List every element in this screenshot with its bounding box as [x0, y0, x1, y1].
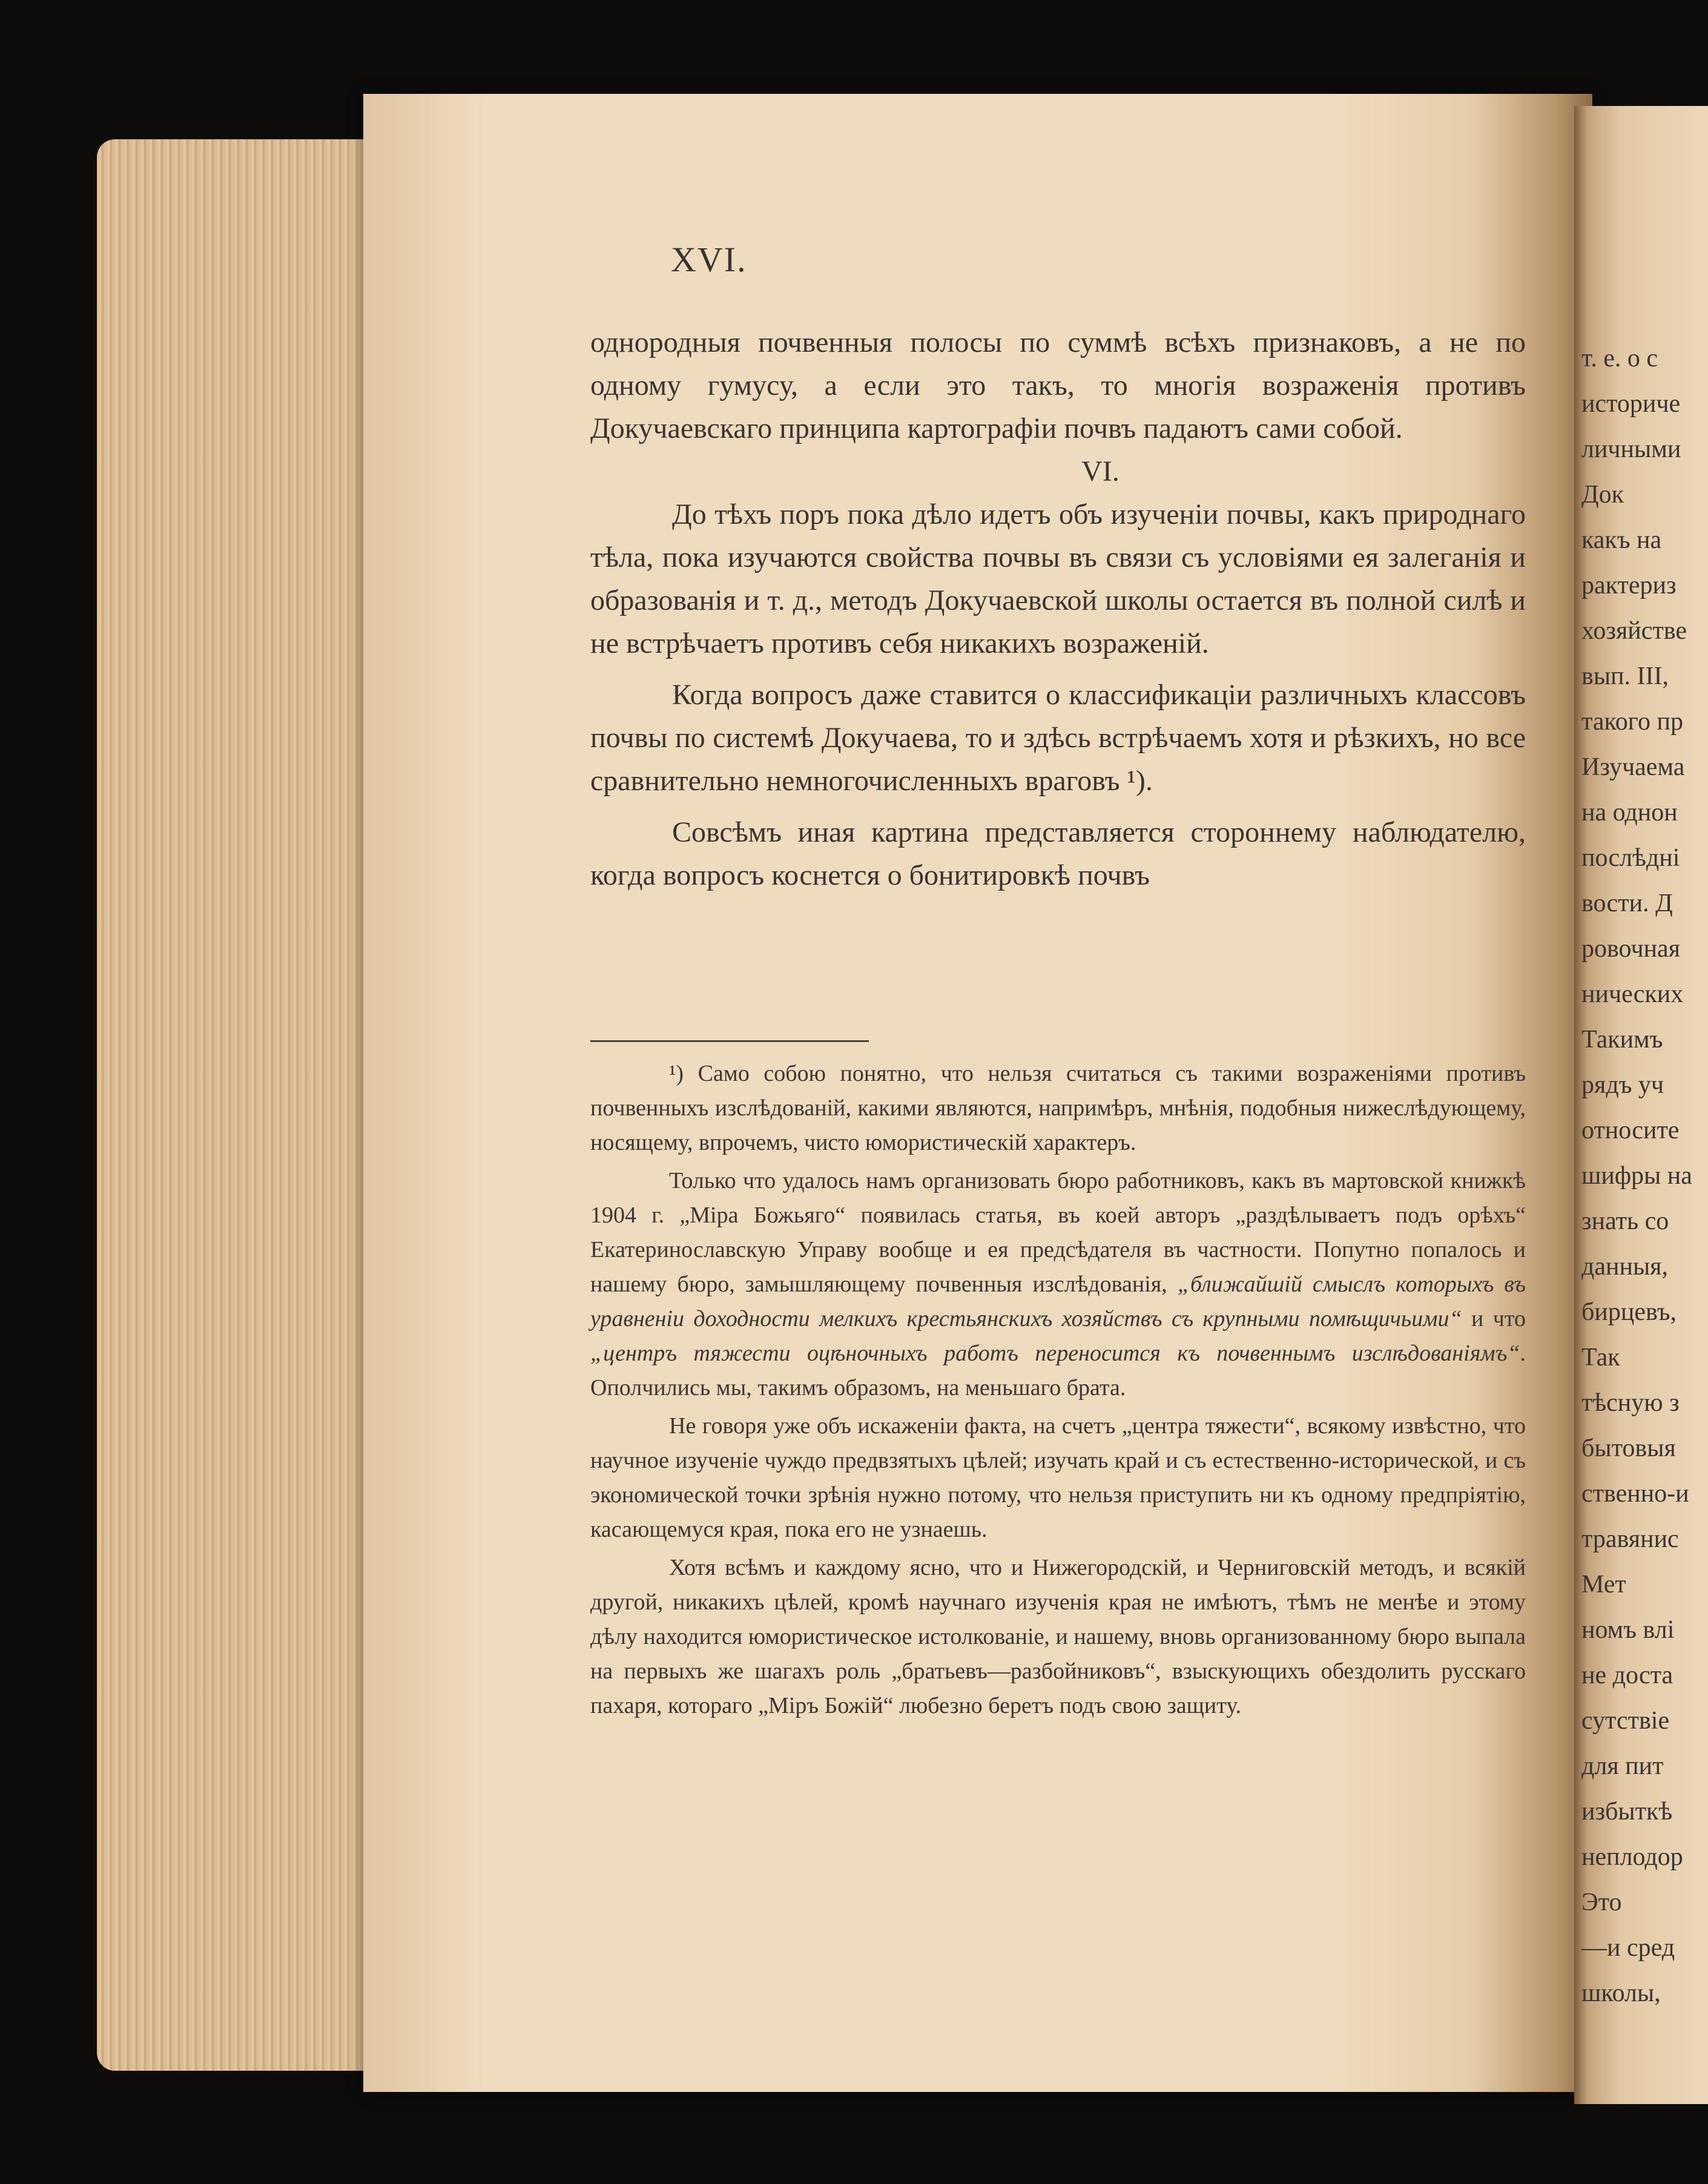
footnote-paragraph: Не говоря уже объ искаженіи факта, на счетъ „центра тяжести“, всякому извѣстно, что научное изученіе чуждо предвзятыхъ цѣлей; изучать край и съ естественно-исторической, и съ экономической точки зрѣнія нужно потому, что нельзя приступить ни къ одному предпріятію, касающемуся края, пока его не узнаешь.: [590, 1413, 1526, 1542]
right-page-line: шифры на: [1581, 1162, 1692, 1190]
right-page-line: т. е. о с: [1581, 345, 1658, 372]
right-page-line: послѣдні: [1581, 844, 1680, 872]
right-page-line: номъ влі: [1581, 1616, 1675, 1644]
right-page-line: тѣсную з: [1581, 1389, 1680, 1417]
main-text: [590, 321, 1526, 897]
right-page-line: данныя,: [1581, 1253, 1669, 1281]
page-header-number: XVI.: [671, 240, 747, 279]
right-page-line: хозяйстве: [1581, 617, 1687, 645]
right-page-line: на однон: [1581, 799, 1678, 826]
right-page-line: рактериз: [1581, 572, 1677, 599]
footnotes: [590, 1057, 1526, 1723]
right-page-line: Док: [1581, 481, 1624, 509]
footnote-text: Только что удалось намъ организовать бюро работниковъ, какъ въ мартовской книжкѣ 1904 г. „Міра Божьяго“ появилась статья, въ коей авторъ „раздѣлываетъ подъ орѣхъ“ Екатеринославскую Управу вообще и ея предсѣдателя въ частности. Попутно попалось и нашему бюро, замышляющему почвенныя изслѣдованія,: [590, 1168, 1526, 1297]
right-page-line: травянис: [1581, 1525, 1679, 1553]
right-page-line: не доста: [1581, 1661, 1673, 1689]
right-page-line: знать со: [1581, 1207, 1669, 1235]
footnote-text: и что: [1462, 1306, 1526, 1331]
footnote-text: . Ополчились мы, такимъ образомъ, на меньшаго брата.: [590, 1341, 1526, 1400]
right-page-line: бытовыя: [1581, 1434, 1676, 1462]
right-page-line: вости. Д: [1581, 889, 1673, 917]
right-page-line: Такимъ: [1581, 1026, 1663, 1054]
book-page-edges: [97, 139, 381, 2071]
paragraph-continuation: однородныя почвенныя полосы по суммѣ всѣхъ признаковъ, а не по одному гумусу, а если это такъ, то многія возраженія противъ Докучаевскаго принципа картографіи почвъ падаютъ сами собой.: [590, 326, 1526, 444]
right-page-line: бирцевъ,: [1581, 1298, 1677, 1326]
right-page-line: историче: [1581, 390, 1681, 418]
right-page-line: ственно-и: [1581, 1480, 1689, 1508]
footnote-paragraph: [590, 1164, 1526, 1405]
right-page-line: Это: [1581, 1889, 1622, 1916]
right-page-line: Так: [1581, 1344, 1620, 1371]
section-number: VI.: [1081, 455, 1119, 487]
right-page-line: школы,: [1581, 1979, 1661, 2007]
paragraph: До тѣхъ поръ пока дѣло идетъ объ изученіи почвы, какъ природнаго тѣла, пока изучаются свойства почвы въ связи съ условіями ея залеганія и образованія и т. д., методъ Докучаевской школы остается въ полной силѣ и не встрѣчаетъ противъ себя никакихъ возраженій.: [590, 498, 1526, 659]
footnote-divider: [590, 1040, 869, 1042]
right-page-line: вып. III,: [1581, 662, 1669, 690]
right-page-line: сутствіе: [1581, 1707, 1670, 1735]
right-page-line: —и сред: [1581, 1934, 1675, 1962]
right-page-line: Мет: [1581, 1571, 1626, 1598]
paragraph: Когда вопросъ даже ставится о классификаціи различныхъ классовъ почвы по системѣ Докучаева, то и здѣсь встрѣчаемъ хотя и рѣзкихъ, но все сравнительно немногочисленныхъ враговъ ¹).: [590, 679, 1526, 797]
right-page-line: рядъ уч: [1581, 1071, 1664, 1099]
footnote-quote: „центръ тяжести оцѣночныхъ работъ переносится къ почвеннымъ изслѣдованіямъ“: [590, 1341, 1520, 1366]
right-page-line: Изучаема: [1581, 753, 1685, 781]
footnote: ¹) Само собою понятно, что нельзя считаться съ такими возраженіями противъ почвенныхъ изслѣдованій, какими являются, напримѣръ, мнѣнія, подобныя нижеслѣдующему, носящему, впрочемъ, чисто юмористическій характеръ.: [590, 1061, 1526, 1155]
paragraph: Совсѣмъ иная картина представляется стороннему наблюдателю, когда вопросъ коснется о бонитировкѣ почвъ: [590, 816, 1526, 891]
right-page-line: избыткѣ: [1581, 1798, 1673, 1826]
footnote-quote: „ближайшій смыслъ которыхъ въ уравненіи доходности мелкихъ крестьянскихъ хозяйствъ съ крупными помѣщичьими“: [590, 1272, 1526, 1331]
right-page-line: для пит: [1581, 1752, 1664, 1780]
right-page-line: такого пр: [1581, 708, 1683, 736]
right-page-text-fragments: [1581, 336, 1708, 2016]
right-page-line: личными: [1581, 435, 1681, 463]
right-page-line: относите: [1581, 1117, 1680, 1144]
right-page-line: неплодор: [1581, 1843, 1683, 1871]
right-page-line: какъ на: [1581, 526, 1662, 554]
right-page-line: нических: [1581, 980, 1684, 1008]
footnote-paragraph: Хотя всѣмъ и каждому ясно, что и Нижегородскій, и Черниговскій методъ, и всякій другой, никакихъ цѣлей, кромѣ научнаго изученія края не имѣютъ, тѣмъ не менѣе и этому дѣлу находится юмористическое истолкованіе, и нашему, вновь организованному бюро выпала на первыхъ же шагахъ роль „братьевъ—разбойниковъ“, взыскующихъ обездолить русскаго пахаря, котораго „Міръ Божій“ любезно беретъ подъ свою защиту.: [590, 1555, 1526, 1718]
right-page-line: ровочная: [1581, 935, 1681, 963]
